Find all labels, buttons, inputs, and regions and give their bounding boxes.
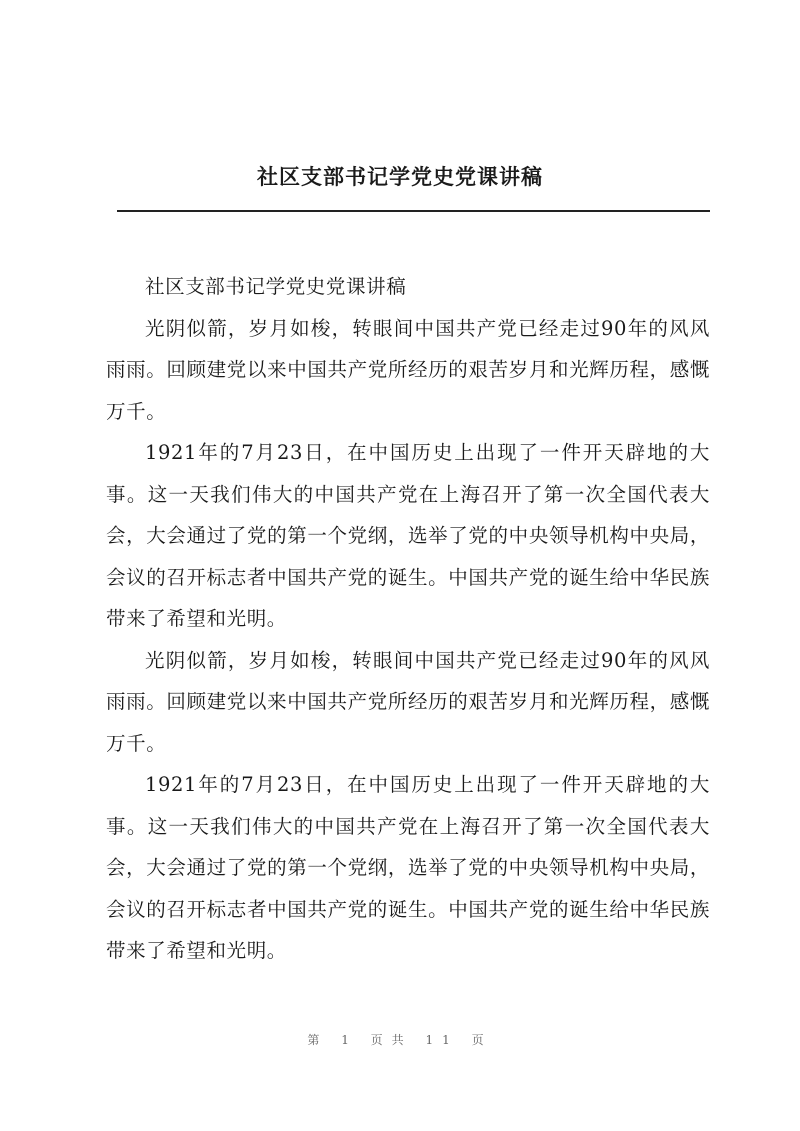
page-number-footer: 第 1 页共 11 页: [307, 1033, 493, 1047]
document-body: [106, 266, 710, 972]
body-paragraph: 1921年的7月23日，在中国历史上出现了一件开天辟地的大事。这一天我们伟大的中国共产党在上海召开了第一次全国代表大会，大会通过了党的第一个党纲，选举了党的中央领导机构中央局，会议的召开标志者中国共产党的诞生。中国共产党的诞生给中华民族带来了希望和光明。: [106, 441, 710, 630]
body-paragraph: 光阴似箭，岁月如梭，转眼间中国共产党已经走过90年的风风雨雨。回顾建党以来中国共产党所经历的艰苦岁月和光辉历程，感慨万千。: [106, 316, 710, 423]
title-underline-divider: [117, 210, 710, 212]
body-paragraph: 光阴似箭，岁月如梭，转眼间中国共产党已经走过90年的风风雨雨。回顾建党以来中国共产党所经历的艰苦岁月和光辉历程，感慨万千。: [106, 648, 710, 755]
document-title: 社区支部书记学党史党课讲稿: [257, 164, 543, 189]
body-paragraph: 1921年的7月23日，在中国历史上出现了一件开天辟地的大事。这一天我们伟大的中国共产党在上海召开了第一次全国代表大会，大会通过了党的第一个党纲，选举了党的中央领导机构中央局，会议的召开标志者中国共产党的诞生。中国共产党的诞生给中华民族带来了希望和光明。: [106, 773, 710, 962]
body-paragraph-subtitle: 社区支部书记学党史党课讲稿: [145, 275, 407, 298]
